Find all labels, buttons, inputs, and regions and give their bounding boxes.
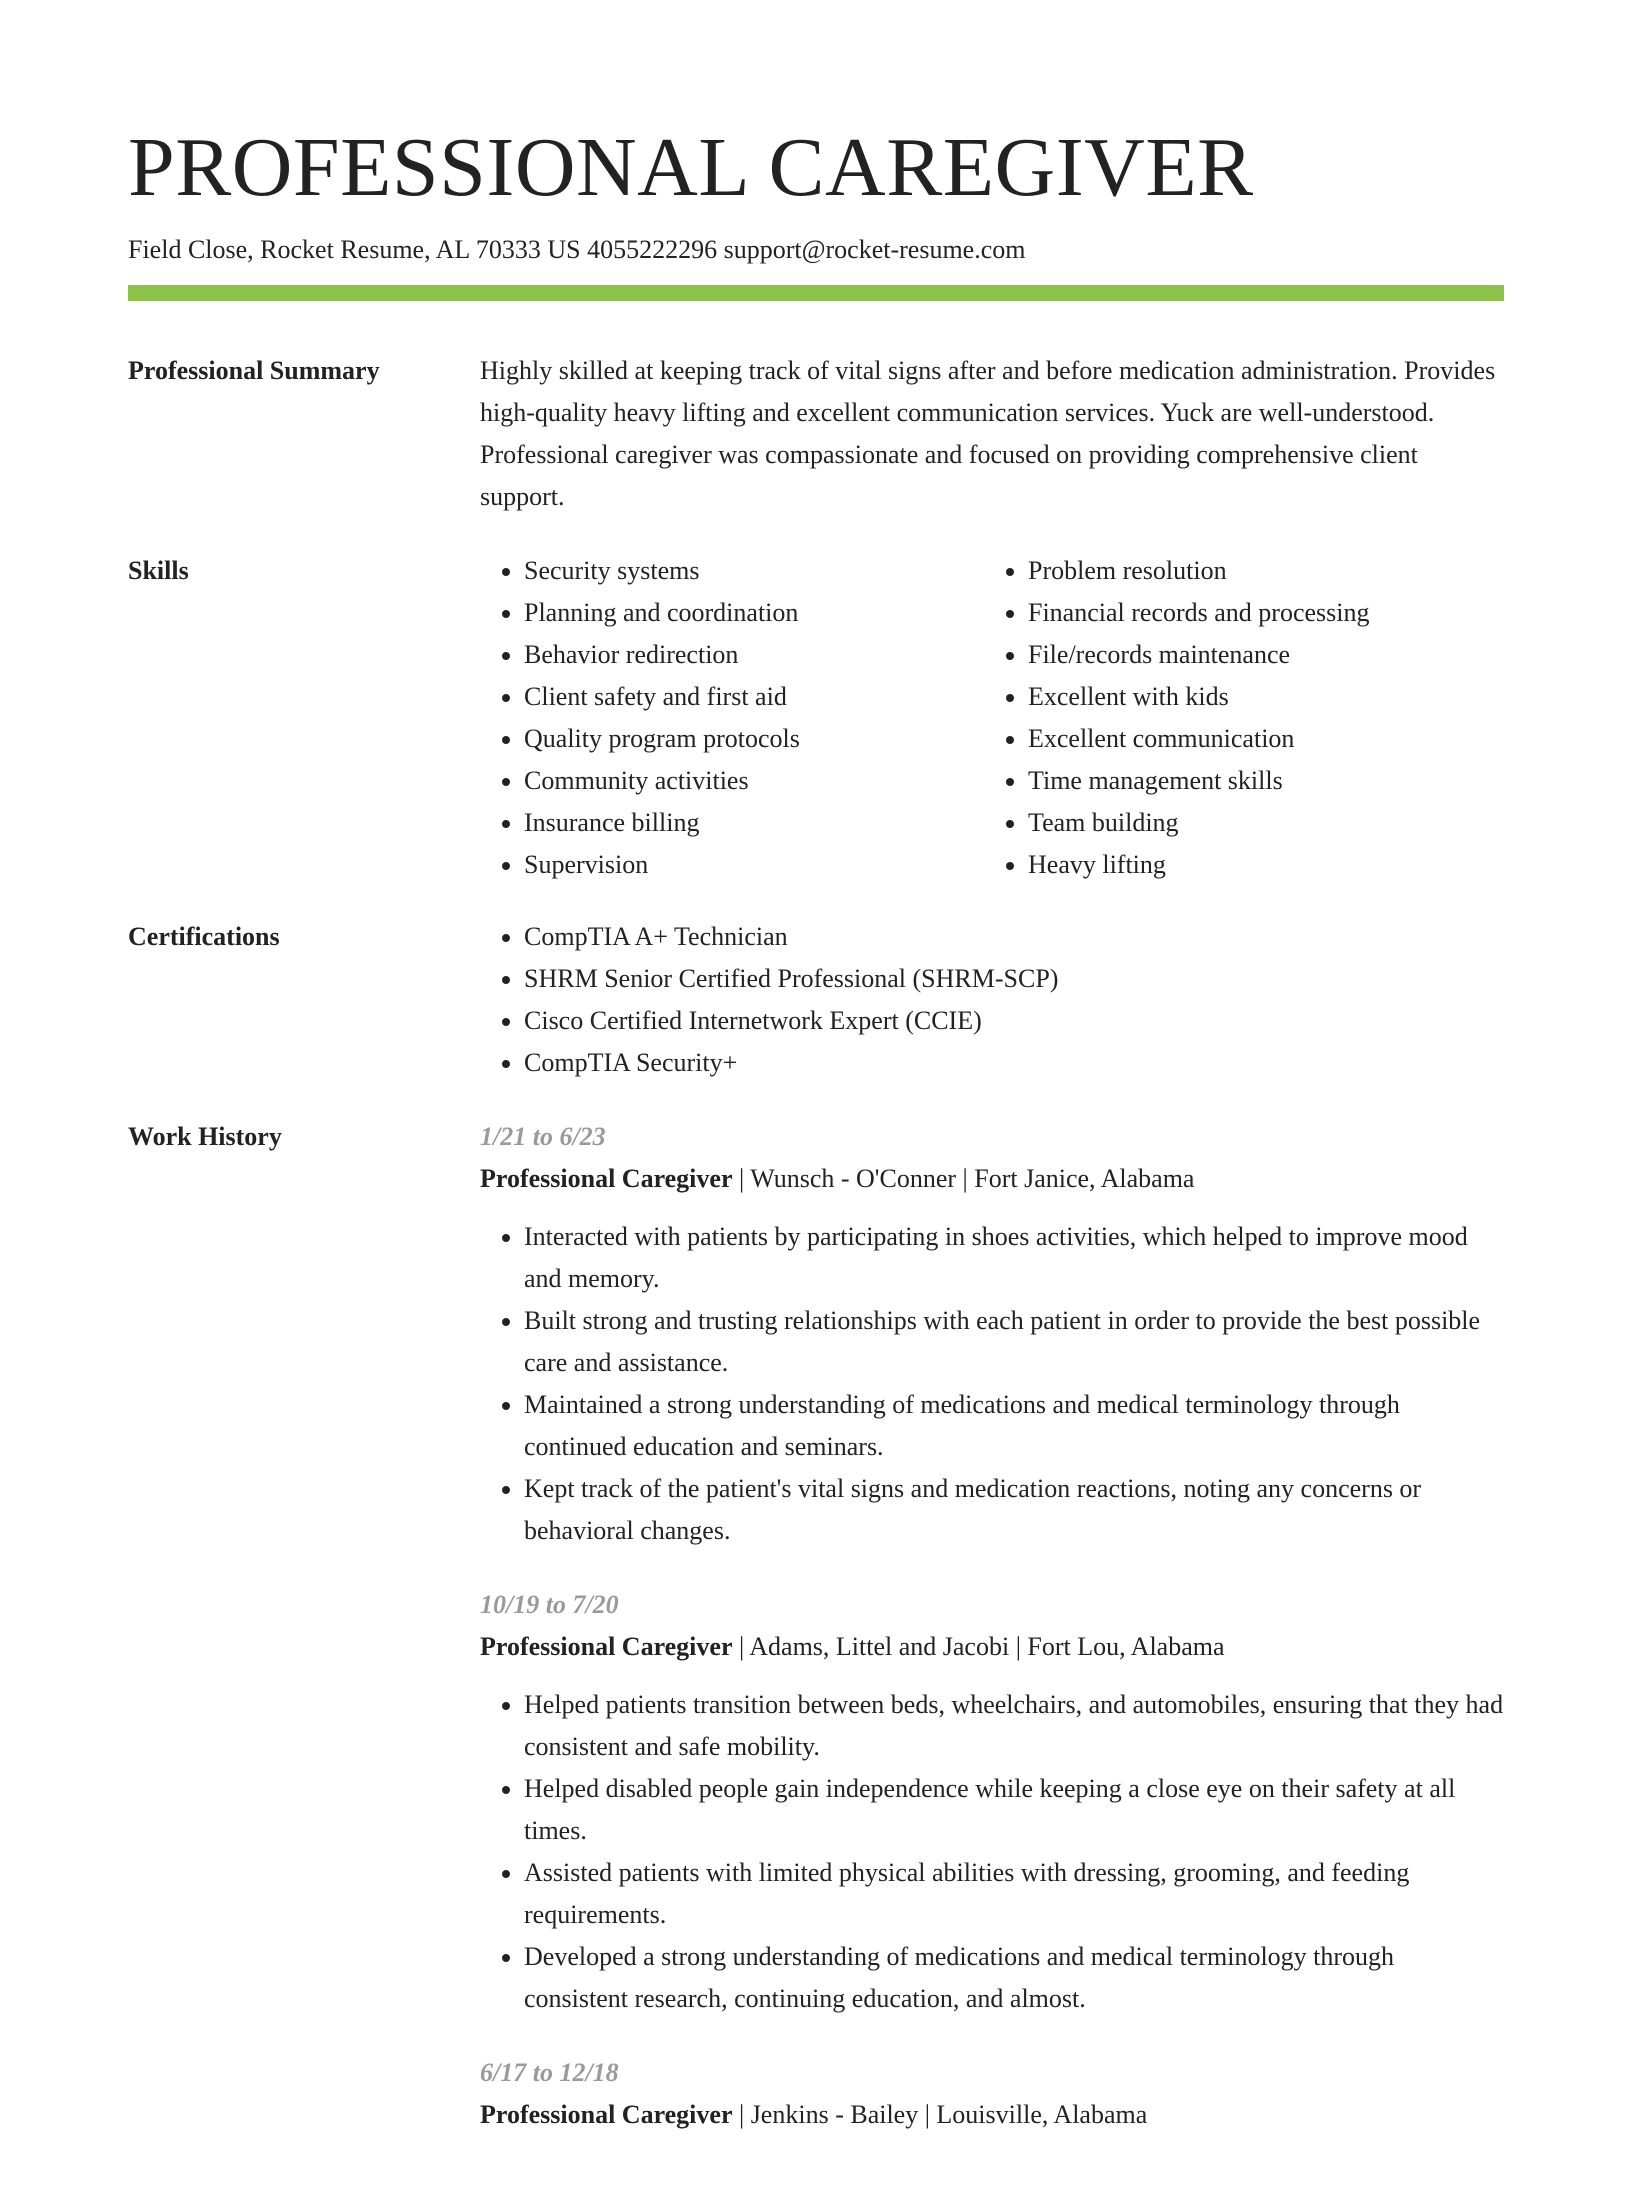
job-bullet: • Interacted with patients by participating in shoes activities, which helped to improve mood and memory. bbox=[524, 1216, 1504, 1300]
section-label-skills: Skills bbox=[128, 556, 189, 585]
skill-item: • Problem resolution bbox=[1028, 550, 1488, 592]
skill-item: • Community activities bbox=[524, 760, 984, 802]
skill-item: • Insurance billing bbox=[524, 802, 984, 844]
skill-item: • Supervision bbox=[524, 844, 984, 886]
section-label-work-history: Work History bbox=[128, 1122, 282, 1151]
skills-grid bbox=[480, 550, 1504, 886]
skill-item: • Planning and coordination bbox=[524, 592, 984, 634]
resume-body bbox=[128, 350, 1504, 2200]
skill-item: • Team building bbox=[1028, 802, 1488, 844]
contact-phone: 4055222296 bbox=[587, 235, 718, 264]
job-title: Professional Caregiver bbox=[480, 1632, 733, 1661]
contact-line bbox=[128, 232, 1504, 268]
summary-content bbox=[480, 350, 1504, 518]
job-heading bbox=[480, 2094, 1504, 2136]
job-bullets bbox=[480, 1684, 1504, 2020]
skills-column-right bbox=[984, 550, 1488, 886]
skill-item: • Time management skills bbox=[1028, 760, 1488, 802]
summary-text: Highly skilled at keeping track of vital signs after and before medication administration. Provides high-quality heavy lifting and excellent communication services. Yuck are well-understood. Professional caregiver was compassionate and focused on providing comprehensive client support. bbox=[480, 356, 1496, 511]
contact-email[interactable]: support@rocket-resume.com bbox=[723, 235, 1026, 264]
job-dates: 10/19 to 7/20 bbox=[480, 1590, 619, 1619]
job-dates: 1/21 to 6/23 bbox=[480, 1122, 606, 1151]
skill-item: • Security systems bbox=[524, 550, 984, 592]
skill-item: • Excellent communication bbox=[1028, 718, 1488, 760]
section-label-certifications: Certifications bbox=[128, 922, 280, 951]
job-details: | Jenkins - Bailey | Louisville, Alabama bbox=[732, 2100, 1148, 2129]
job-bullet: • Built strong and trusting relationships with each patient in order to provide the best possible care and assistance. bbox=[524, 1300, 1504, 1384]
job-entry bbox=[480, 1584, 1504, 2020]
skill-item: • Quality program protocols bbox=[524, 718, 984, 760]
job-bullets bbox=[480, 1216, 1504, 1552]
job-title: Professional Caregiver bbox=[480, 2100, 733, 2129]
skill-item: • Excellent with kids bbox=[1028, 676, 1488, 718]
job-entry bbox=[480, 2052, 1504, 2136]
skill-item: • Heavy lifting bbox=[1028, 844, 1488, 886]
job-bullet: • Helped disabled people gain independence while keeping a close eye on their safety at all times. bbox=[524, 1768, 1504, 1852]
skills-column-left bbox=[480, 550, 984, 886]
job-entry bbox=[480, 1116, 1504, 1552]
job-heading bbox=[480, 1158, 1504, 1200]
job-bullet: • Kept track of the patient's vital signs and medication reactions, noting any concerns or behavioral changes. bbox=[524, 1468, 1504, 1552]
candidate-name: PROFESSIONAL CAREGIVER bbox=[128, 121, 1254, 214]
certification-item: • CompTIA Security+ bbox=[524, 1042, 1504, 1084]
section-skills bbox=[128, 550, 1504, 886]
contact-address: Field Close, Rocket Resume, AL 70333 US bbox=[128, 235, 581, 264]
certification-item: • CompTIA A+ Technician bbox=[524, 916, 1504, 958]
job-bullet: • Maintained a strong understanding of medications and medical terminology through continued education and seminars. bbox=[524, 1384, 1504, 1468]
work-history-content bbox=[480, 1116, 1504, 2168]
skill-item: • Financial records and processing bbox=[1028, 592, 1488, 634]
job-bullet: • Developed a strong understanding of medications and medical terminology through consistent research, continuing education, and almost. bbox=[524, 1936, 1504, 2020]
job-heading bbox=[480, 1626, 1504, 1668]
header-divider bbox=[128, 285, 1504, 301]
section-work-history bbox=[128, 1116, 1504, 2168]
certifications-content bbox=[480, 916, 1504, 1084]
skill-item: • Client safety and first aid bbox=[524, 676, 984, 718]
job-details: | Adams, Littel and Jacobi | Fort Lou, Alabama bbox=[732, 1632, 1225, 1661]
certification-item: • Cisco Certified Internetwork Expert (CCIE) bbox=[524, 1000, 1504, 1042]
skill-item: • Behavior redirection bbox=[524, 634, 984, 676]
job-dates: 6/17 to 12/18 bbox=[480, 2058, 619, 2087]
certifications-list bbox=[480, 916, 1504, 1084]
skills-list-right bbox=[984, 550, 1488, 886]
certification-item: • SHRM Senior Certified Professional (SHRM-SCP) bbox=[524, 958, 1504, 1000]
job-bullet: • Assisted patients with limited physical abilities with dressing, grooming, and feeding requirements. bbox=[524, 1852, 1504, 1936]
job-bullet: • Helped patients transition between beds, wheelchairs, and automobiles, ensuring that they had consistent and safe mobility. bbox=[524, 1684, 1504, 1768]
section-label-summary: Professional Summary bbox=[128, 356, 380, 385]
section-summary bbox=[128, 350, 1504, 518]
skills-list-left bbox=[480, 550, 984, 886]
job-title: Professional Caregiver bbox=[480, 1164, 733, 1193]
section-certifications bbox=[128, 916, 1504, 1084]
job-details: | Wunsch - O'Conner | Fort Janice, Alabama bbox=[732, 1164, 1195, 1193]
resume-header bbox=[128, 118, 1504, 268]
skill-item: • File/records maintenance bbox=[1028, 634, 1488, 676]
